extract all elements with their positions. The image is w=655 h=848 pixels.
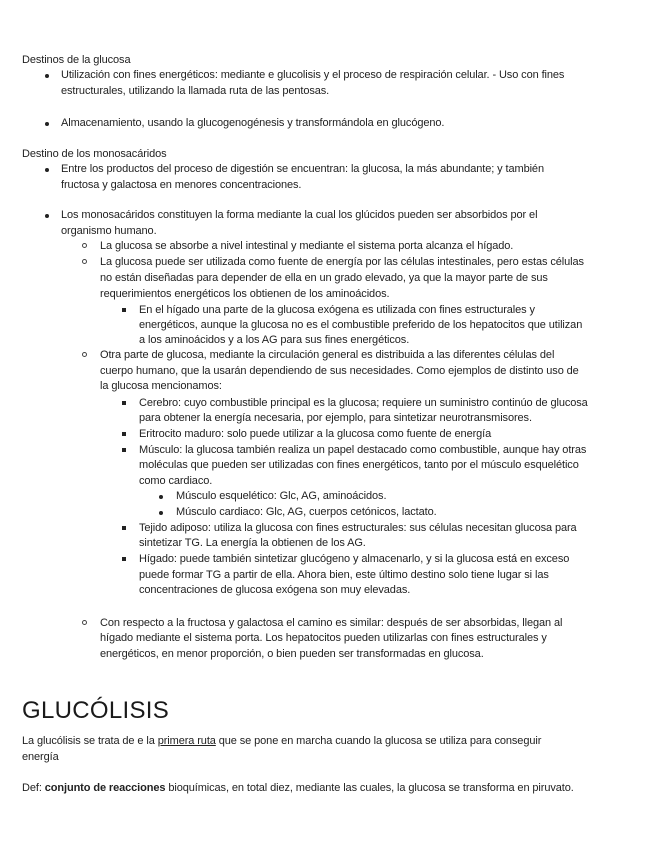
glucolisis-paragraph-line [22,734,541,750]
paragraph-text: que se pone en marcha cuando la glucosa se utiliza para conseguir [215,735,542,747]
bullet-circle [82,352,87,357]
example-line: Cerebro: cuyo combustible principal es la glucosa; requiere un suministro continúo de glucosa [139,397,588,409]
sub-sub-item-line: a los aminoácidos y a los AG para sus fines energéticos. [139,334,410,346]
bullet-square [122,308,126,312]
bullet-square [122,432,126,436]
sub-item-line: requerimientos energéticos los obtienen de los aminoácidos. [100,288,390,300]
def-label: Def: [22,782,45,794]
list-item-line: Entre los productos del proceso de digestión se encuentran: la glucosa, la más abundante; y también [61,163,544,175]
section-heading-monosacaridos: Destino de los monosacáridos [22,148,167,160]
sub-item-line: Con respecto a la fructosa y galactosa el camino es similar: después de ser absorbidas, llegan al [100,617,563,629]
sub-item-line: La glucosa se absorbe a nivel intestinal y mediante el sistema porta alcanza el hígado. [100,240,514,252]
sub-item-line: energéticos, en menor proporción, o bien pueden ser transformadas en glucosa. [100,648,484,660]
bullet-square [122,557,126,561]
underlined-primera-ruta: primera ruta [157,735,216,747]
sub-item-line: hígado mediante el sistema porta. Los hepatocitos pueden utilizarlas con fines estructurales y [100,632,547,644]
sub-item-line: cuerpo humano, que la usarán dependiendo de sus necesidades. Como ejemplos de distinto uso de [100,365,579,377]
example-line: Hígado: puede también sintetizar glucógeno y almacenarlo, y si la glucosa está en exceso [139,553,570,565]
glucolisis-paragraph-line: energía [22,751,59,763]
bullet-square [122,401,126,405]
example-line: puede formar TG a partir de ella. Ahora bien, este último destino solo tiene lugar si las [139,569,549,581]
bullet-circle [82,620,87,625]
bullet-dot [45,168,49,172]
muscle-line: Músculo cardiaco: Glc, AG, cuerpos cetónicos, lactato. [176,506,437,518]
example-line: Tejido adiposo: utiliza la glucosa con fines estructurales: sus células necesitan glucosa para [139,522,577,534]
list-item-line: fructosa y galactosa en menores concentraciones. [61,179,302,191]
def-bold-term: conjunto de reacciones [44,782,166,794]
heading-glucolisis: GLUCÓLISIS [22,697,170,724]
muscle-line: Músculo esquelético: Glc, AG, aminoácidos. [176,490,387,502]
sub-item-line: La glucosa puede ser utilizada como fuente de energía por las células intestinales, pero estas células [100,256,584,268]
section-heading-destinos: Destinos de la glucosa [22,54,131,66]
definition-line [22,781,574,797]
bullet-dot [159,511,163,515]
sub-item-line: la glucosa mencionamos: [100,380,222,392]
def-text: bioquímicas, en total diez, mediante las cuales, la glucosa se transforma en piruvato. [165,782,574,794]
bullet-circle [82,259,87,264]
bullet-square [122,526,126,530]
example-line: como cardiaco. [139,475,213,487]
sub-sub-item-line: En el hígado una parte de la glucosa exógena es utilizada con fines estructurales y [139,304,535,316]
paragraph-text: La glucólisis se trata de e la [22,735,158,747]
example-line: moléculas que pueden ser utilizadas con fines energéticos, tanto por el músculo esquelético [139,459,579,471]
list-item-line: organismo humano. [61,225,157,237]
bullet-dot [45,214,49,218]
bullet-dot [45,74,49,78]
example-line: sintetizar TG. La energía la obtienen de los AG. [139,537,366,549]
list-item-line: Los monosacáridos constituyen la forma mediante la cual los glúcidos pueden ser absorbidos por el [61,209,538,221]
list-item-line: Utilización con fines energéticos: mediante e glucolisis y el proceso de respiración celular. - Uso con fines [61,69,565,81]
example-line: para obtener la energía necesaria, por ejemplo, para sintetizar neurotransmisores. [139,412,532,424]
sub-item-line: Otra parte de glucosa, mediante la circulación general es distribuida a las diferentes células del [100,349,555,361]
sub-sub-item-line: energéticos, aunque la glucosa no es el combustible preferido de los hepatocitos que utilizan [139,319,583,331]
example-line: Músculo: la glucosa también realiza un papel destacado como combustible, aunque hay otras [139,444,587,456]
bullet-square [122,448,126,452]
list-item-line: estructurales, utilizando la llamada ruta de las pentosas. [61,85,330,97]
sub-item-line: no están diseñadas para depender de ella en un grado elevado, ya que la mayor parte de sus [100,272,548,284]
example-line: Eritrocito maduro: solo puede utilizar a la glucosa como fuente de energía [139,428,492,440]
list-item-line: Almacenamiento, usando la glucogenogénesis y transformándola en glucógeno. [61,117,445,129]
bullet-dot [45,122,49,126]
bullet-circle [82,243,87,248]
example-line: concentraciones de glucosa exógena son muy elevadas. [139,584,411,596]
bullet-dot [159,495,163,499]
